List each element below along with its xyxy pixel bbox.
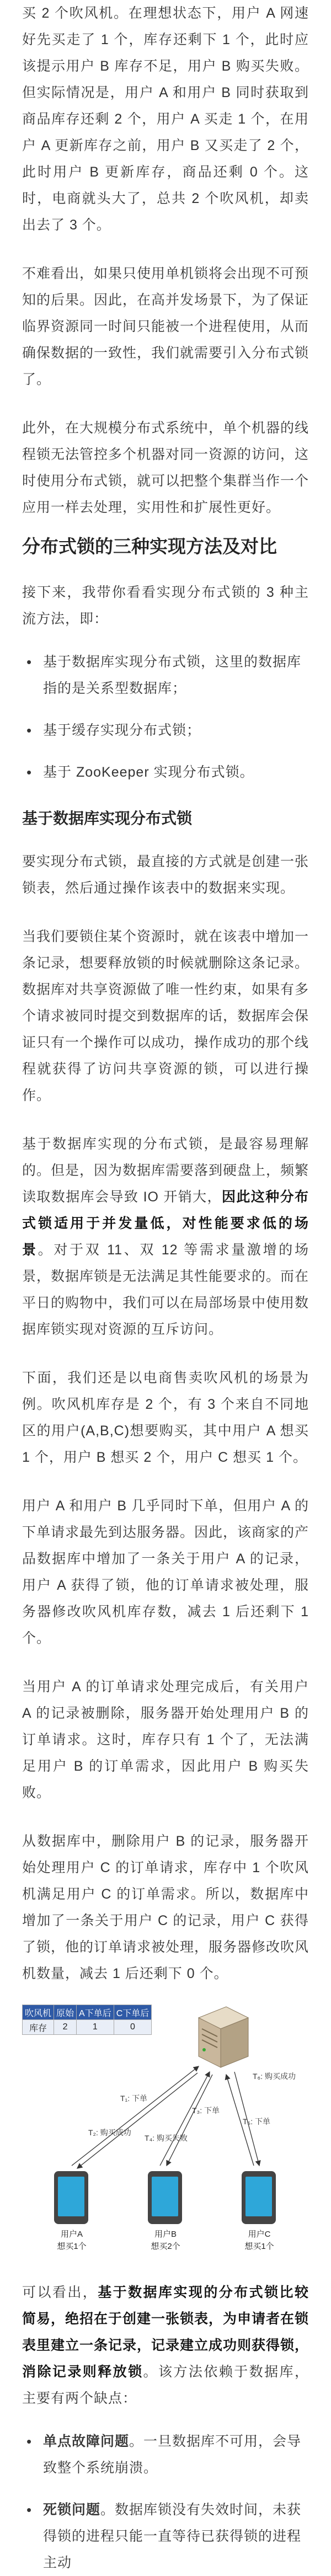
table-header-cell: 吹风机 [23,2005,54,2020]
paragraph-user-c-lock: 从数据库中，删除用户 B 的记录，服务器开始处理用户 C 的订单请求，库存中 1 个吹风机满足用户 C 的订单需求。所以，数据库中增加了一条关于用户 C 的记录，用户 C 获得了锁，他的订单请求被处理，服务器修改吹风机数量，减去 1 后还剩下 0 个。 [22,1834,309,1981]
heading-database-lock: 基于数据库实现分布式锁 [22,810,193,827]
table-header-cell: A下单后 [77,2005,114,2020]
transition-label: T₅: 下单 [243,2117,270,2126]
paragraph-scalability: 此外，在大规模分布式系统中，单个机器的线程锁无法管控多个机器对同一资源的访问，这时使用分布式锁，就可以把整个集群当作一个应用一样去处理，实用性和扩展性更好。 [22,420,309,515]
list-item: • 基于 ZooKeeper 实现分布式锁。 [26,764,254,781]
transition-label: T₄: 购买失败 [145,2134,188,2142]
heading-three-methods: 分布式锁的三种实现方法及对比 [22,536,277,557]
user-label: 用户B 想买2个 [151,2230,180,2251]
table-header-cell: C下单后 [114,2005,152,2020]
table-cell: 1 [77,2020,114,2035]
user-label: 用户C 想买1个 [244,2230,274,2251]
methods-list [22,649,309,785]
phone-icon [54,2171,88,2224]
list-item: • 基于缓存实现分布式锁； [26,722,201,739]
paragraph-example-intro: 下面，我们还是以电商售卖吹风机的场景为例。吹风机库存是 2 个，有 3 个来自不同地区的用户(A,B,C)想要购买，其中用户 A 想买 1 个，用户 B 想买 2 个，用户 C 想买 1 个。 [22,1370,309,1465]
transition-label: T₂: 购买成功 [88,2128,131,2137]
paragraph-add-record: 当我们要锁住某个资源时，就在该表中增加一条记录，想要释放锁的时候就删除这条记录。数据库对共享资源做了唯一性约束，如果有多个请求被同时提交到数据库的话，数据库会保证只有一个操作可以成功，操作成功的那个线程就获得了访问共享资源的锁，可以进行操作。 [22,929,309,1103]
transition-label: T₁: 下单 [120,2094,148,2103]
paragraph-intro-methods: 接下来，我带你看看实现分布式锁的 3 种主流方法，即： [22,585,309,627]
list-item: • 单点故障问题。一旦数据库不可用，会导致整个系统崩溃。 [26,2433,302,2476]
drawbacks-list [22,2428,309,2576]
user-label: 用户A 想买1个 [57,2230,87,2251]
transition-label: T₆: 购买成功 [253,2072,296,2081]
table-cell: 库存 [23,2020,54,2035]
paragraph-need-distributed-lock: 不难看出，如果只使用单机锁将会出现不可预知的后果。因此，在高并发场景下，为了保证临界资源同一时间只能被一个进程使用，从而确保数据的一致性，我们就需要引入分布式锁了。 [22,266,309,387]
paragraph-db-lock-performance: 基于数据库实现的分布式锁，是最容易理解的。但是，因为数据库需要落到硬盘上，频繁读取数据库会导致 IO 开销大，因此这种分布式锁适用于并发量低，对性能要求低的场景。对于双 11、双 12 等需求量激增的场景，数据库锁是无法满足其性能要求的。而在平日的购物中，我们可以在局部场景中使用数据库锁实现对资源的互斥访问。 [22,1136,309,1337]
paragraph-lock-table: 要实现分布式锁，最直接的方式就是创建一张锁表，然后通过操作该表中的数据来实现。 [22,854,309,896]
list-item: • 死锁问题。数据库锁没有失效时间，未获得锁的进程只能一直等待已获得锁的进程主动 [26,2502,302,2570]
paragraph-user-a-lock: 用户 A 和用户 B 几乎同时下单，但用户 A 的下单请求最先到达服务器。因此，该商家的产品数据库中增加了一条关于用户 A 的记录，用户 A 获得了锁，他的订单请求被处理，服务器修改吹风机库存数，减去 1 后还剩下 1 个。 [22,1498,309,1646]
database-lock-diagram [22,2000,309,2259]
phone-icon [148,2171,182,2224]
list-item: • 基于数据库实现分布式锁，这里的数据库指的是关系型数据库； [26,654,302,696]
table-cell: 2 [54,2020,77,2035]
transition-label: T₃: 下单 [192,2106,220,2115]
phone-icon [242,2171,276,2224]
table-header-cell: 原始 [54,2005,77,2020]
paragraph-oversell-scenario: 买 2 个吹风机。在理想状态下，用户 A 网速好先买走了 1 个，库存还剩下 1 个，此时应该提示用户 B 库存不足，用户 B 购买失败。但实际情况是，用户 A 和用户 B 同时获取到商品库存还剩 2 个，用户 A 买走 1 个，在用户 A 更新库存之前，用户 B 又买走了 2 个，此时用户 B 更新库存，商品还剩 0 个。这时，电商就头大了，总共 2 个吹风机，却卖出去了 3 个。 [22,6,309,233]
paragraph-db-lock-summary: 可以看出，基于数据库实现的分布式锁比较简易，绝招在于创建一张锁表，为申请者在锁表里建立一条记录，记录建立成功则获得锁，消除记录则释放锁。该方法依赖于数据库，主要有两个缺点： [22,2285,309,2406]
table-cell: 0 [114,2020,152,2035]
paragraph-user-b-fail: 当用户 A 的订单请求处理完成后，有关用户 A 的记录被删除，服务器开始处理用户 B 的订单请求。这时，库存只有 1 个了，无法满足用户 B 的订单需求，因此用户 B 购买失败。 [22,1679,309,1800]
